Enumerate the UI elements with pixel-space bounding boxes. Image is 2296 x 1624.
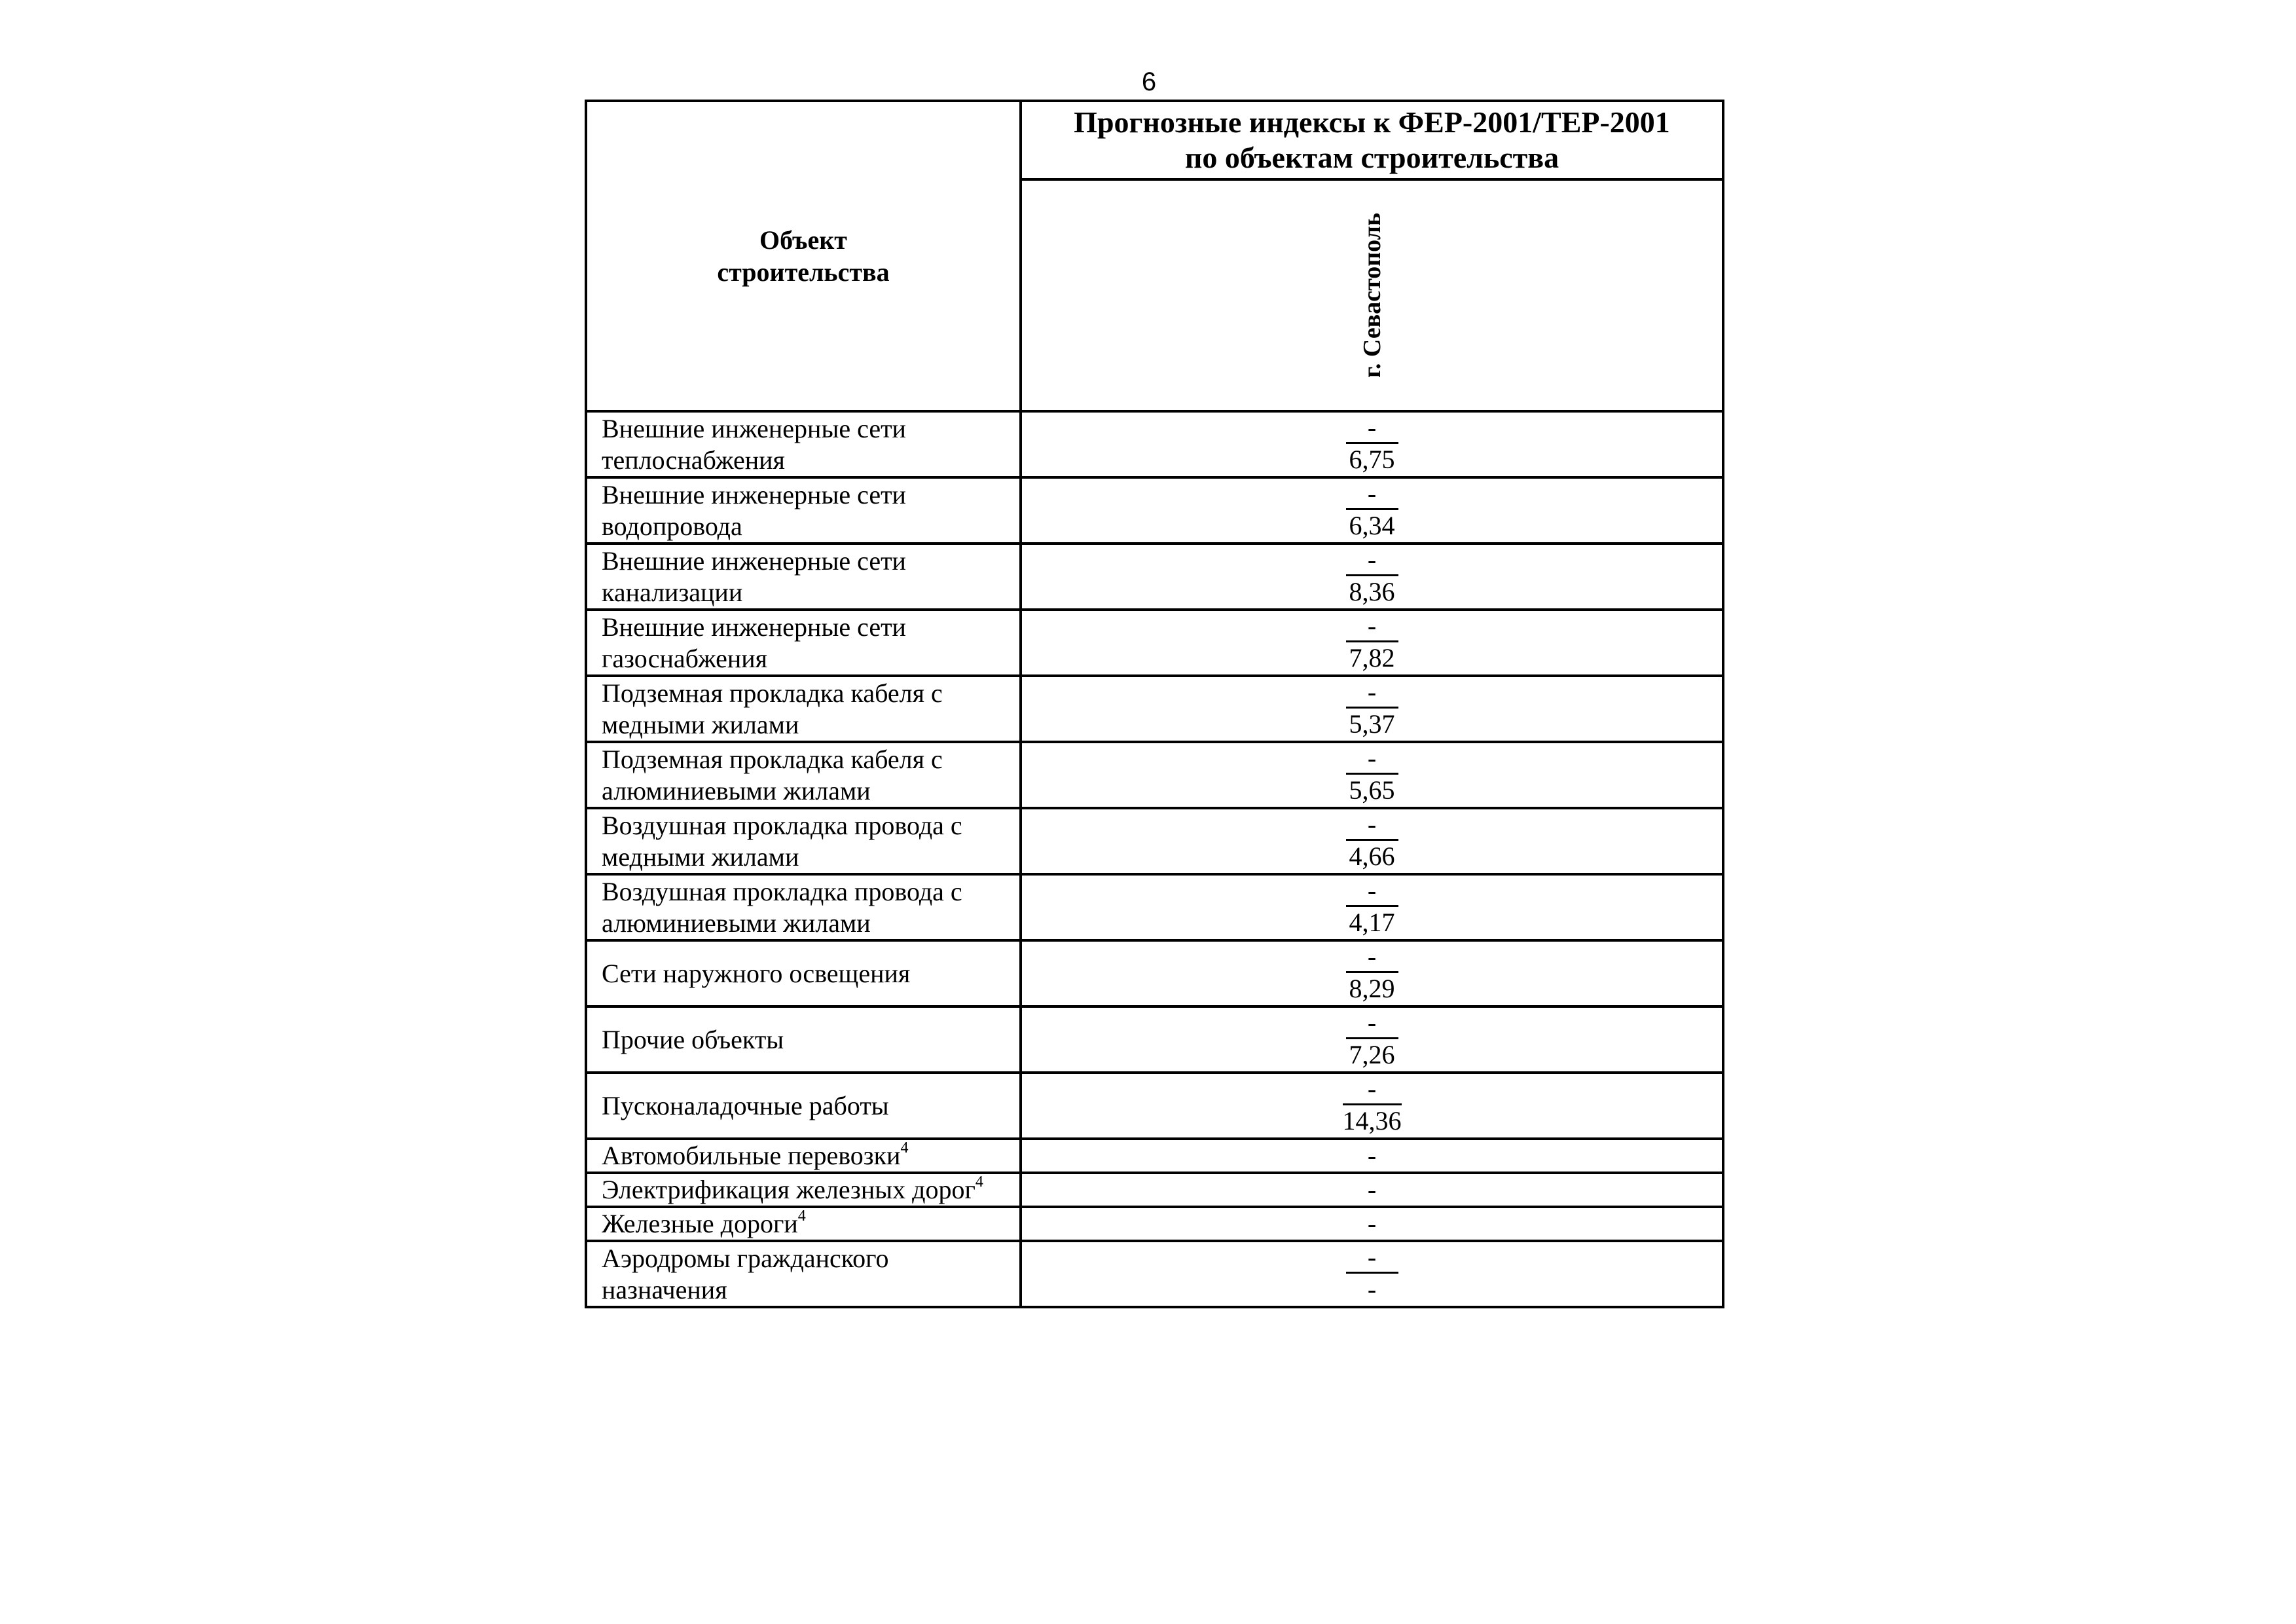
page-number: 6 xyxy=(1141,67,1157,96)
index-denominator: 5,65 xyxy=(1349,775,1395,805)
object-name-line2: алюминиевыми жилами xyxy=(602,908,871,938)
object-name-cell xyxy=(586,1073,1021,1139)
index-denominator: 4,17 xyxy=(1349,908,1395,937)
index-denominator: 6,75 xyxy=(1349,445,1395,474)
object-name-line1: Пусконаладочные работы xyxy=(602,1090,889,1120)
index-denominator: 4,66 xyxy=(1349,841,1395,871)
city-label: г. Севастополь xyxy=(1358,212,1386,378)
index-fraction xyxy=(1346,1243,1398,1305)
object-name-line1: Сети наружного освещения xyxy=(602,958,911,988)
object-name-line1: Электрификация железных дорог xyxy=(602,1175,975,1204)
index-value-cell xyxy=(1021,1006,1723,1073)
table-row xyxy=(586,1241,1723,1307)
index-fraction xyxy=(1346,1008,1398,1071)
index-value: - xyxy=(1367,1209,1377,1238)
index-value: - xyxy=(1367,1175,1377,1204)
table-row xyxy=(586,544,1723,610)
object-name-cell xyxy=(586,1207,1021,1241)
table-row xyxy=(586,1073,1723,1139)
object-name-line2: назначения xyxy=(602,1274,727,1304)
index-fraction xyxy=(1346,479,1398,542)
object-name-cell xyxy=(586,610,1021,676)
index-fraction xyxy=(1346,744,1398,806)
index-value-cell xyxy=(1021,1173,1723,1207)
index-denominator: 6,34 xyxy=(1349,511,1395,540)
index-denominator: 7,82 xyxy=(1349,643,1395,673)
index-value-cell xyxy=(1021,1073,1723,1139)
object-name-cell xyxy=(586,411,1021,477)
index-denominator: 8,36 xyxy=(1349,577,1395,606)
object-name-line1: Внешние инженерные сети xyxy=(602,545,906,576)
object-name-cell xyxy=(586,940,1021,1006)
object-name-cell xyxy=(586,1173,1021,1207)
object-column-header xyxy=(586,101,1021,411)
index-fraction xyxy=(1346,942,1398,1005)
object-name-line1: Внешние инженерные сети xyxy=(602,479,906,509)
index-value-cell xyxy=(1021,808,1723,874)
object-name-cell xyxy=(586,874,1021,940)
index-numerator: - xyxy=(1346,678,1398,709)
table-row xyxy=(586,477,1723,544)
index-group-header xyxy=(1021,101,1723,179)
index-denominator: 14,36 xyxy=(1342,1106,1402,1135)
object-name-cell xyxy=(586,1139,1021,1173)
object-name-line1: Автомобильные перевозки xyxy=(602,1141,901,1170)
index-fraction xyxy=(1346,545,1398,608)
table-row xyxy=(586,676,1723,742)
index-numerator: - xyxy=(1346,612,1398,642)
index-numerator: - xyxy=(1346,1243,1398,1274)
object-name-line2: канализации xyxy=(602,577,743,607)
index-numerator: - xyxy=(1346,810,1398,841)
index-numerator: - xyxy=(1346,744,1398,775)
table-row xyxy=(586,940,1723,1006)
table-body xyxy=(586,411,1723,1307)
table-row xyxy=(586,411,1723,477)
object-name-line1: Воздушная прокладка провода с xyxy=(602,876,962,906)
index-fraction xyxy=(1346,612,1398,674)
object-name-line1: Аэродромы гражданского xyxy=(602,1243,889,1273)
city-column-header xyxy=(1021,179,1723,411)
index-numerator: - xyxy=(1346,1008,1398,1039)
group-title-line2: по объектам строительства xyxy=(1184,141,1559,174)
index-fraction xyxy=(1343,1075,1402,1137)
index-numerator: - xyxy=(1343,1075,1402,1105)
table-row xyxy=(586,742,1723,808)
construction-index-table xyxy=(585,100,1724,1308)
index-denominator: 7,26 xyxy=(1349,1040,1395,1069)
object-name-cell xyxy=(586,1241,1021,1307)
table-row xyxy=(586,808,1723,874)
index-denominator: - xyxy=(1367,1274,1377,1304)
object-name-line2: алюминиевыми жилами xyxy=(602,775,871,805)
object-name-line1: Железные дороги xyxy=(602,1209,798,1238)
index-fraction xyxy=(1346,678,1398,740)
object-header-line1: Объект xyxy=(759,225,847,255)
table-row xyxy=(586,1173,1723,1207)
object-name-cell xyxy=(586,544,1021,610)
index-value-cell xyxy=(1021,1241,1723,1307)
object-name-line1: Прочие объекты xyxy=(602,1024,784,1054)
object-name-line2: газоснабжения xyxy=(602,643,768,673)
index-value-cell xyxy=(1021,1139,1723,1173)
object-name-cell xyxy=(586,742,1021,808)
object-name-cell xyxy=(586,808,1021,874)
index-value-cell xyxy=(1021,544,1723,610)
index-denominator: 5,37 xyxy=(1349,709,1395,739)
index-numerator: - xyxy=(1346,876,1398,907)
table-row xyxy=(586,874,1723,940)
table-row xyxy=(586,1006,1723,1073)
index-denominator: 8,29 xyxy=(1349,974,1395,1003)
index-numerator: - xyxy=(1346,479,1398,510)
object-name-line1: Подземная прокладка кабеля с xyxy=(602,678,943,708)
object-name-line2: медными жилами xyxy=(602,709,799,739)
index-fraction xyxy=(1346,810,1398,872)
table-row xyxy=(586,1207,1723,1241)
index-value-cell xyxy=(1021,610,1723,676)
footnote-marker: 4 xyxy=(797,1207,806,1225)
footnote-marker: 4 xyxy=(975,1173,983,1190)
object-name-cell xyxy=(586,676,1021,742)
object-header-line2: строительства xyxy=(717,257,890,287)
index-fraction xyxy=(1346,413,1398,475)
index-numerator: - xyxy=(1346,942,1398,973)
object-name-cell xyxy=(586,1006,1021,1073)
object-name-line1: Подземная прокладка кабеля с xyxy=(602,744,943,774)
object-name-cell xyxy=(586,477,1021,544)
index-value-cell xyxy=(1021,742,1723,808)
index-value: - xyxy=(1367,1141,1377,1170)
object-name-line1: Воздушная прокладка провода с xyxy=(602,810,962,840)
index-value-cell xyxy=(1021,676,1723,742)
footnote-marker: 4 xyxy=(900,1139,909,1156)
object-name-line2: теплоснабжения xyxy=(602,445,785,475)
object-name-line2: медными жилами xyxy=(602,841,799,872)
table-row xyxy=(586,610,1723,676)
table-row xyxy=(586,1139,1723,1173)
index-value-cell xyxy=(1021,874,1723,940)
index-value-cell xyxy=(1021,477,1723,544)
object-name-line1: Внешние инженерные сети xyxy=(602,612,906,642)
index-numerator: - xyxy=(1346,545,1398,576)
object-name-line2: водопровода xyxy=(602,511,742,541)
index-numerator: - xyxy=(1346,413,1398,444)
index-value-cell xyxy=(1021,1207,1723,1241)
index-value-cell xyxy=(1021,411,1723,477)
group-title-line1: Прогнозные индексы к ФЕР-2001/ТЕР-2001 xyxy=(1074,105,1670,139)
index-fraction xyxy=(1346,876,1398,938)
object-name-line1: Внешние инженерные сети xyxy=(602,413,906,443)
index-value-cell xyxy=(1021,940,1723,1006)
